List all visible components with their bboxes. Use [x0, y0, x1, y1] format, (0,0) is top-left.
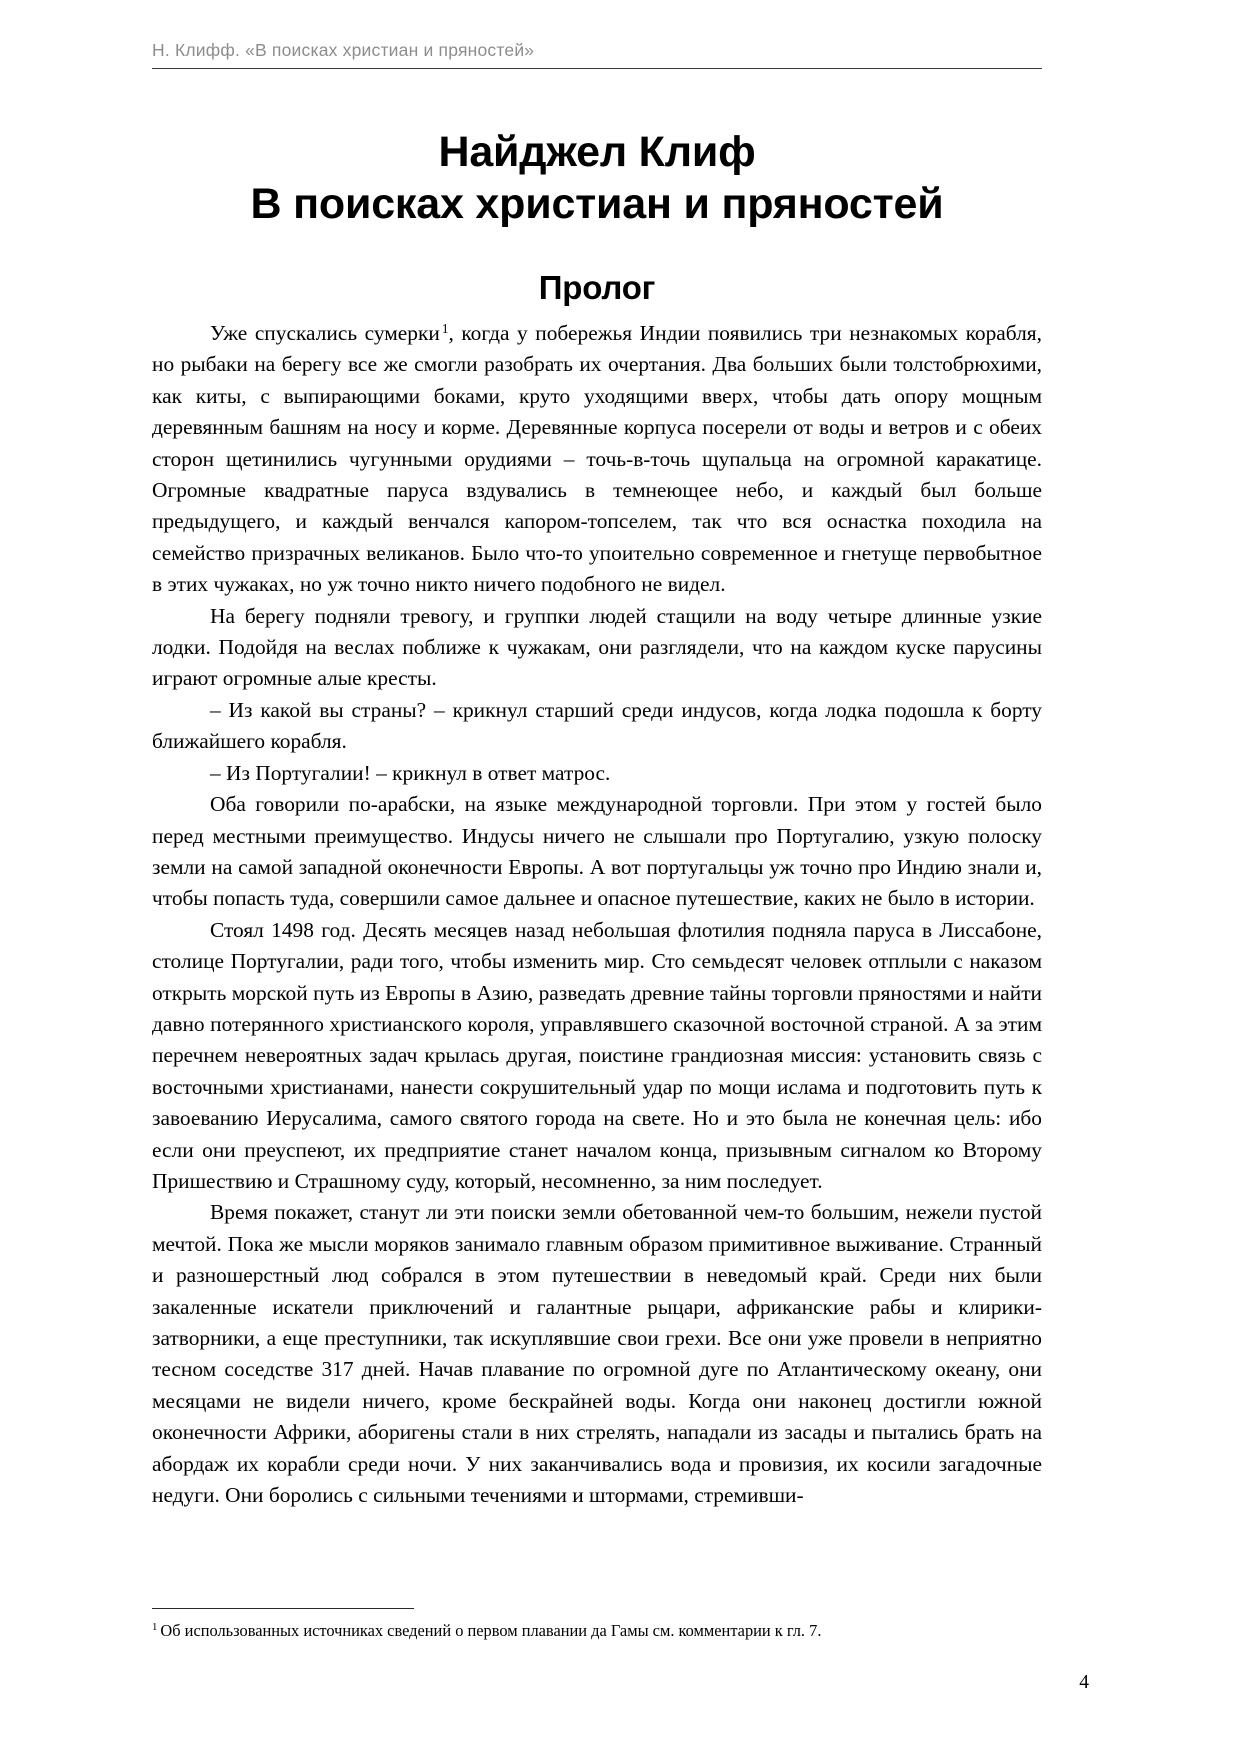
paragraph-3-dialogue: – Из какой вы страны? – крикнул старший среди индусов, когда лодка подошла к борту ближайшего корабля. [152, 697, 1042, 754]
paragraph-7: Время покажет, станут ли эти поиски земли обетованной чем-то большим, нежели пустой мечтой. Пока же мысли моряков занимало главным образом примитивное выживание. Странный и разношерстный люд собрался в этом путешествии в неведомый край. Среди них были закаленные искатели приключений и галантные рыцари, африканские рабы и клирики-затворники, а еще преступники, так искуплявшие свои грехи. Все они уже провели в неприятно тесном соседстве 317 дней. Начав плавание по огромной дуге по Атлантическому океану, они месяцами не видели ничего, кроме бескрайней воды. Когда они наконец достигли южной оконечности Африки, аборигены стали в них стрелять, нападали из засады и пытались брать на абордаж их корабли среди ночи. У них заканчивались вода и провизия, их косили загадочные недуги. Они боролись с сильными течениями и штормами, стремивши- [152, 1200, 1042, 1508]
footnote-marker: 1 [152, 1620, 158, 1633]
paragraph-6: Стоял 1498 год. Десять месяцев назад небольшая флотилия подняла паруса в Лиссабоне, столице Португалии, ради того, чтобы изменить мир. Сто семьдесят человек отплыли с наказом открыть морской путь из Европы в Азию, разведать древние тайны торговли пряностями и найти давно потерянного христианского короля, управлявшего сказочной восточной страной. А за этим перечнем невероятных задач крылась другая, поистине грандиозная миссия: установить связь с восточными христианами, нанести сокрушительный удар по мощи ислама и подготовить путь к завоеванию Иерусалима, самого святого города на свете. Но и это была не конечная цель: ибо если они преуспеют, их предприятие станет началом конца, призывным сигналом ко Второму Пришествию и Страшному суду, который, несомненно, за ним последует. [152, 917, 1042, 1193]
book-title: В поисках христиан и пряностей [250, 180, 944, 229]
section-heading-prologue: Пролог [538, 268, 656, 306]
paragraph-5: Оба говорили по-арабски, на языке международной торговли. При этом у гостей было перед местными преимущество. Индусы ничего не слышали про Португалию, узкую полоску земли на самой западной оконечности Европы. А вот португальцы уж точно про Индию знали и, чтобы попасть туда, совершили самое дальнее и опасное путешествие, каких не было в истории. [152, 792, 1042, 911]
paragraph-2: На берегу подняли тревогу, и группки людей стащили на воду четыре длинные узкие лодки. Подойдя на веслах поближе к чужакам, они разглядели, что на каждом куске парусины играют огромные алые кресты. [152, 603, 1042, 691]
paragraph-1-lead: Уже спускались сумерки [210, 321, 440, 345]
paragraph-1-rest: , когда у побережья Индии появились три незнакомых корабля, но рыбаки на берегу все же смогли разобрать их очертания. Два больших были толстобрюхими, как киты, с выпирающими боками, круто уходящими вверх, чтобы дать опору мощным деревянным башням на носу и корме. Деревянные корпуса посерели от воды и ветров и с обеих сторон щетинились чугунными орудиями – точь-в-точь щупальца на огромной каракатице. Огромные квадратные паруса вздувались в темнеющее небо, и каждый был больше предыдущего, и каждый венчался капором-топселем, так что вся оснастка походила на семейство призрачных великанов. Было что-то упоительно современное и гнетуще первобытное в этих чужаках, но уж точно никто ничего подобного не видел. [152, 321, 1042, 597]
footnote-reference-marker[interactable]: 1 [441, 320, 449, 336]
footnote-text: Об использованных источниках сведений о первом плавании да Гамы см. комментарии к гл. 7. [160, 1621, 822, 1640]
running-header [152, 40, 1042, 69]
paragraph-1 [152, 318, 1042, 601]
paragraph-4-dialogue: – Из Португалии! – крикнул в ответ матрос. [210, 760, 611, 785]
footnote-entry [152, 1620, 1042, 1642]
running-header-title: Н. Клифф. «В поисках христиан и пряностей» [152, 40, 535, 60]
running-header-rule [152, 68, 1042, 69]
footnote-area [152, 1608, 1042, 1642]
book-author: Найджел Клиф [438, 128, 756, 176]
footnote-separator-rule [152, 1608, 414, 1609]
page-number: 4 [1079, 1672, 1089, 1693]
title-block [152, 126, 1042, 307]
body-text [152, 318, 1042, 1511]
